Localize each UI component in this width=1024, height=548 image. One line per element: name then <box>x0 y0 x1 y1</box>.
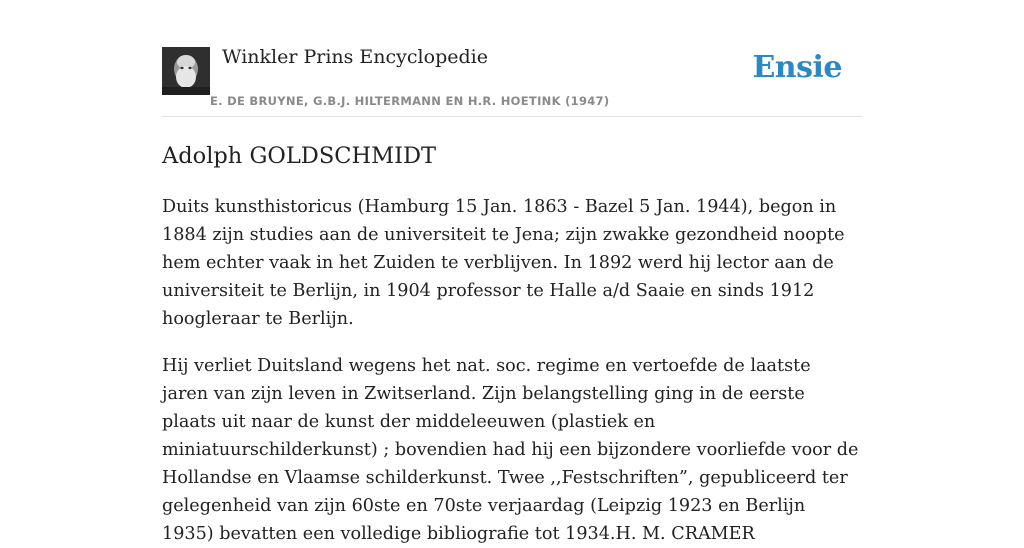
portrait-icon <box>162 47 210 95</box>
page-content <box>162 0 862 548</box>
authors-byline: E. DE BRUYNE, G.B.J. HILTERMANN EN H.R. HOETINK (1947) <box>210 94 610 108</box>
author-portrait-avatar <box>162 47 210 95</box>
article-paragraph: Hij verliet Duitsland wegens het nat. soc. regime en vertoefde de laatste jaren van zijn leven in Zwitserland. Zijn belangstelling ging in de eerste plaats uit naar de kunst der middeleeuwen (plastiek en miniatuurschilderkunst) ; bovendien had hij een bijzondere voorliefde voor de Hollandse en Vlaamse schilderkunst. Twee ,,Festschriften”, gepubliceerd ter gelegenheid van zijn 60ste en 70ste verjaardag (Leipzig 1923 en Berlijn 1935) bevatten een volledige bibliografie tot 1934.H. M. CRAMER <box>162 356 859 544</box>
article-paragraph: Duits kunsthistoricus (Hamburg 15 Jan. 1863 - Bazel 5 Jan. 1944), begon in 1884 zijn studies aan de universiteit te Jena; zijn zwakke gezondheid noopte hem echter vaak in het Zuiden te verblijven. In 1892 werd hij lector aan de universiteit te Berlijn, in 1904 professor te Halle a/d Saaie en sinds 1912 hoogleraar te Berlijn. <box>162 197 845 329</box>
header <box>162 0 862 117</box>
article-title: Adolph GOLDSCHMIDT <box>162 143 437 169</box>
site-title[interactable]: Winkler Prins Encyclopedie <box>222 46 488 68</box>
ensie-logo-link[interactable]: Ensie <box>752 50 842 85</box>
